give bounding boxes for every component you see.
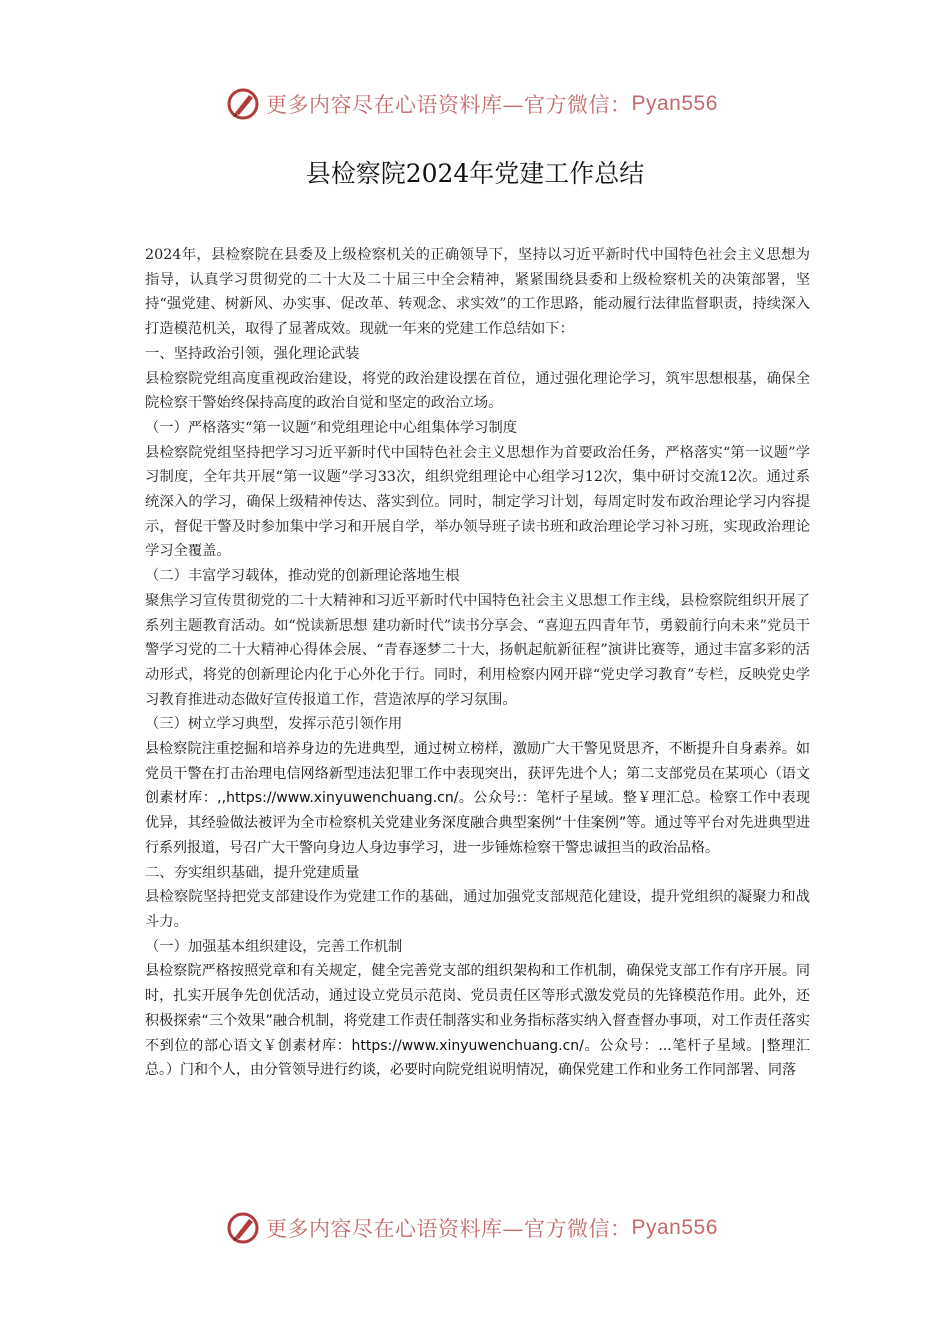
pen-circle-logo-icon xyxy=(226,1211,260,1245)
body-paragraph: 县检察院注重挖掘和培养身边的先进典型，通过树立榜样，激励广大干警见贤思齐，不断提升自身素养。如党员干警在打击治理电信网络新型违法犯罪工作中表现突出，获评先进个人；第二支部党员在某项心（语文创素材库：,,https://www.xinyuwenchuang.cn/。公众号:：笔杆子星域。整￥理汇总。检察工作中表现优异，其经验做法被评为全市检察机关党建业务深度融合典型案例“十佳案例”等。通过等平台对先进典型进行系列报道，号召广大干警向身边人身边事学习，进一步锤炼检察干警忠诚担当的政治品格。 xyxy=(145,741,810,856)
watermark-text: 更多内容尽在心语资料库—官方微信： xyxy=(266,93,632,117)
subsection-heading-1-2: （二）丰富学习载体，推动党的创新理论落地生根 xyxy=(145,568,460,585)
watermark-text: 更多内容尽在心语资料库—官方微信： xyxy=(266,1217,632,1241)
section-heading-1: 一、坚持政治引领，强化理论武装 xyxy=(145,345,360,362)
document-body xyxy=(145,243,810,1083)
subsection-heading-1-1: （一）严格落实“第一议题”和党组理论中心组集体学习制度 xyxy=(145,419,518,436)
watermark-handle: Pyan556 xyxy=(631,1216,718,1239)
section-heading-2: 二、夯实组织基础，提升党建质量 xyxy=(145,864,360,881)
subsection-heading-1-3: （三）树立学习典型，发挥示范引领作用 xyxy=(145,716,403,733)
watermark-banner-top xyxy=(0,84,950,124)
body-paragraph: 县检察院严格按照党章和有关规定，健全完善党支部的组织架构和工作机制，确保党支部工作有序开展。同时，扎实开展争先创优活动，通过设立党员示范岗、党员责任区等形式激发党员的先锋模范作用。此外，还积极探索“三个效果”融合机制，将党建工作责任制落实和业务指标落实纳入督查督办事项，对工作责任落实不到位的部心语文￥创素材库：https://www.xinyuwenchuang.cn/。公众号：...笔杆子星域。|整理汇总。）门和个人，由分管领导进行约谈，必要时向院党组说明情况，确保党建工作和业务工作同部署、同落 xyxy=(145,963,810,1079)
watermark-banner-bottom xyxy=(0,1208,950,1248)
intro-paragraph: 2024年，县检察院在县委及上级检察机关的正确领导下，坚持以习近平新时代中国特色社会主义思想为指导，认真学习贯彻党的二十大及二十届三中全会精神，紧紧围绕县委和上级检察机关的决策部署，坚持“强党建、树新风、办实事、促改革、转观念、求实效”的工作思路，能动履行法律监督职责，持续深入打造模范机关，取得了显著成效。现就一年来的党建工作总结如下： xyxy=(145,247,810,338)
document-title: 县检察院2024年党建工作总结 xyxy=(305,159,645,188)
body-paragraph: 县检察院党组高度重视政治建设，将党的政治建设摆在首位，通过强化理论学习，筑牢思想根基，确保全院检察干警始终保持高度的政治自觉和坚定的政治立场。 xyxy=(145,370,810,412)
body-paragraph: 聚焦学习宣传贯彻党的二十大精神和习近平新时代中国特色社会主义思想工作主线，县检察院组织开展了系列主题教育活动。如“悦读新思想 建功新时代”读书分享会、“喜迎五四青年节，勇毅前行向未来”党员干警学习党的二十大精神心得体会展、“青春逐梦二十大，扬帆起航新征程”演讲比赛等，通过丰富多彩的活动形式，将党的创新理论内化于心外化于行。同时，利用检察内网开辟“党史学习教育”专栏，反映党史学习教育推进动态做好宣传报道工作，营造浓厚的学习氛围。 xyxy=(145,592,810,708)
body-paragraph: 县检察院党组坚持把学习习近平新时代中国特色社会主义思想作为首要政治任务，严格落实“第一议题”学习制度，全年共开展“第一议题”学习33次，组织党组理论中心组学习12次，集中研讨交流12次。通过系统深入的学习，确保上级精神传达、落实到位。同时，制定学习计划，每周定时发布政治理论学习内容提示，督促干警及时参加集中学习和开展自学，举办领导班子读书班和政治理论学习补习班，实现政治理论学习全覆盖。 xyxy=(145,444,810,560)
pen-circle-logo-icon xyxy=(226,87,260,121)
subsection-heading-2-1: （一）加强基本组织建设，完善工作机制 xyxy=(145,938,403,955)
watermark-handle: Pyan556 xyxy=(631,92,718,115)
body-paragraph: 县检察院坚持把党支部建设作为党建工作的基础，通过加强党支部规范化建设，提升党组织的凝聚力和战斗力。 xyxy=(145,889,810,930)
